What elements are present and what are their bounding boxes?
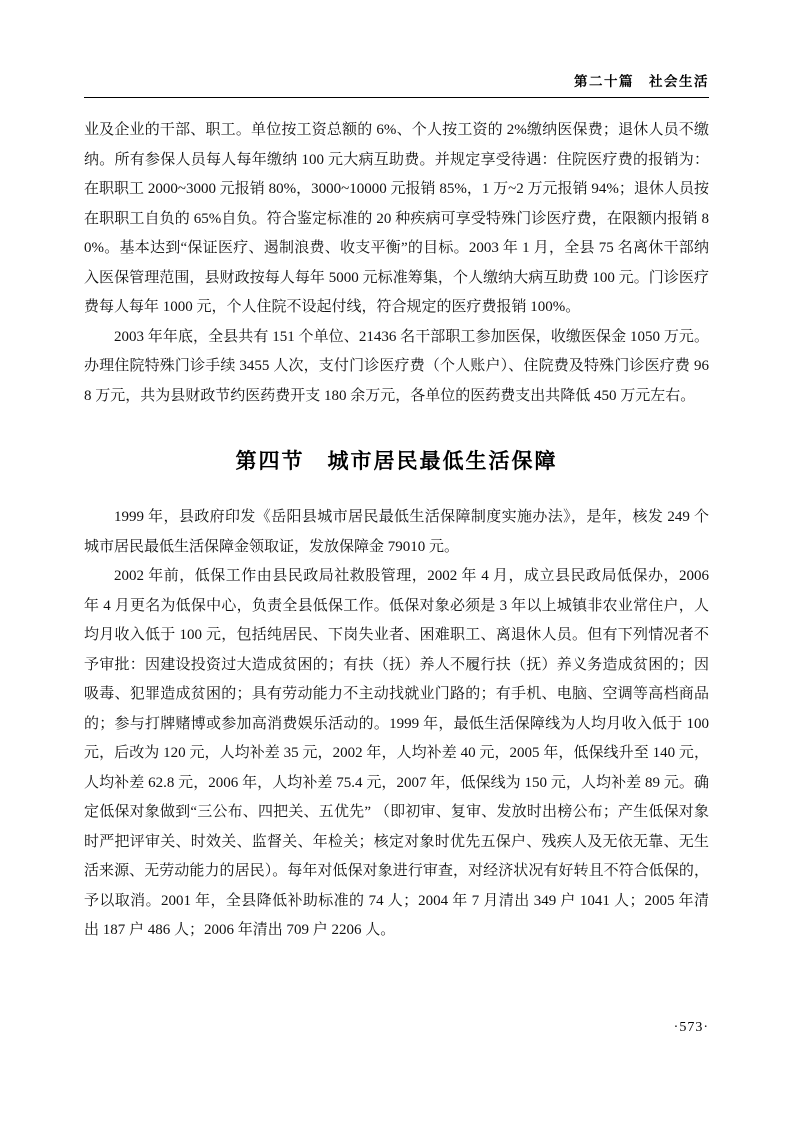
page-number: ·573· (673, 1020, 709, 1035)
paragraph-minimum-living-2: 2002 年前，低保工作由县民政局社救股管理，2002 年 4 月，成立县民政局低保办，2006 年 4 月更名为低保中心，负责全县低保工作。低保对象必须是 3 年以上城镇非农业常住户，人均月收入低于 100 元，包括纯居民、下岗失业者、困难职工、离退休人员。但有下列情况者不予审批：因建设投资过大造成贫困的；有扶（抚）养人不履行扶（抚）养义务造成贫困的；因吸毒、犯罪造成贫困的；具有劳动能力不主动找就业门路的；有手机、电脑、空调等高档商品的；参与打牌赌博或参加高消费娱乐活动的。1999 年，最低生活保障线为人均月收入低于 100 元，后改为 120 元，人均补差 35 元，2002 年，人均补差 40 元，2005 年，低保线升至 140 元，人均补差 62.8 元，2006 年，人均补差 75.4 元，2007 年，低保线为 150 元，人均补差 89 元。确定低保对象做到“三公布、四把关、五优先” （即初审、复审、发放时出榜公布；产生低保对象时严把评审关、时效关、监督关、年检关；核定对象时优先五保户、残疾人及无依无靠、无生活来源、无劳动能力的居民）。每年对低保对象进行审查，对经济状况有好转且不符合低保的，予以取消。2001 年，全县降低补助标准的 74 人；2004 年 7 月清出 349 户 1041 人；2005 年清出 187 户 486 人；2006 年清出 709 户 2206 人。 (84, 568, 709, 938)
body-text (84, 116, 709, 946)
running-header: 第二十篇 社会生活 (574, 74, 709, 89)
header-rule (84, 97, 709, 98)
paragraph-medical-insurance-1: 业及企业的干部、职工。单位按工资总额的 6%、个人按工资的 2%缴纳医保费；退休人员不缴纳。所有参保人员每人每年缴纳 100 元大病互助费。并规定享受待遇：住院医疗费的报销为：在职职工 2000~3000 元报销 80%，3000~10000 元报销 85%，1 万~2 万元报销 94%；退休人员按在职职工自负的 65%自负。符合鉴定标准的 20 种疾病可享受特殊门诊医疗费，在限额内报销 80%。基本达到“保证医疗、遏制浪费、收支平衡”的目标。2003 年 1 月，全县 75 名离休干部纳入医保管理范围，县财政按每人每年 5000 元标准筹集，个人缴纳大病互助费 100 元。门诊医疗费每人每年 1000 元，个人住院不设起付线，符合规定的医疗费报销 100%。 (84, 122, 709, 315)
section-heading: 第四节 城市居民最低生活保障 (235, 450, 558, 473)
paragraph-minimum-living-1: 1999 年，县政府印发《岳阳县城市居民最低生活保障制度实施办法》，是年，核发 249 个城市居民最低生活保障金领取证，发放保障金 79010 元。 (84, 509, 709, 555)
paragraph-medical-insurance-2: 2003 年年底，全县共有 151 个单位、21436 名干部职工参加医保，收缴医保金 1050 万元。办理住院特殊门诊手续 3455 人次，支付门诊医疗费（个人账户）、住院费及特殊门诊医疗费 968 万元，共为县财政节约医药费开支 180 余万元，各单位的医药费支出共降低 450 万元左右。 (84, 328, 709, 404)
